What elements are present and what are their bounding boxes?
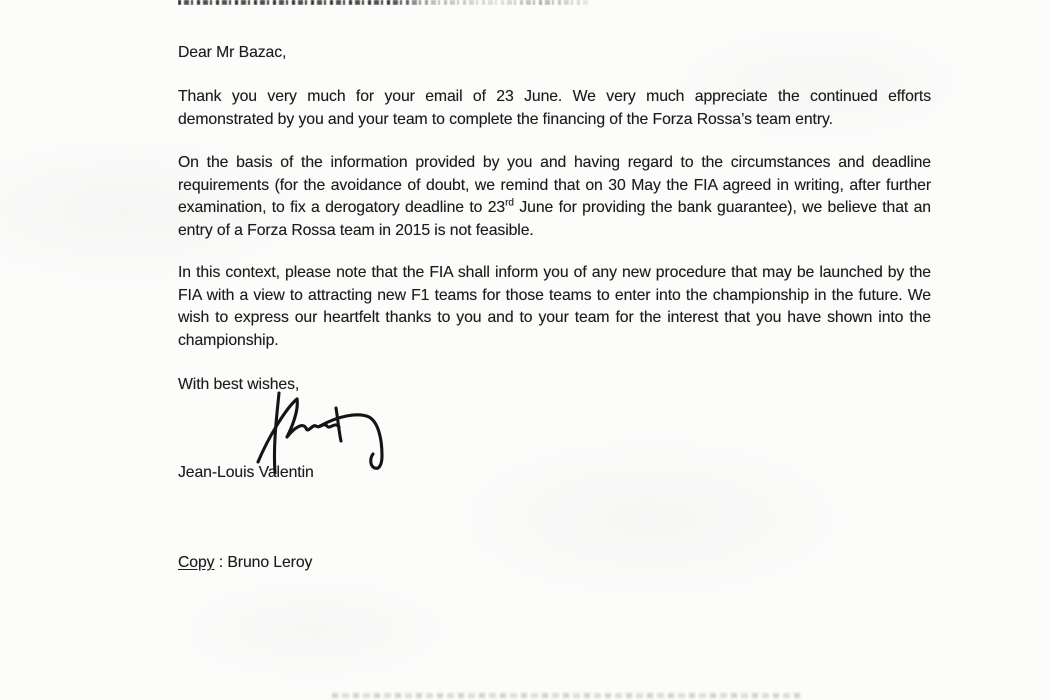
- ordinal-suffix: rd: [505, 197, 514, 209]
- copy-line: [178, 552, 931, 575]
- signatory-name: Jean-Louis Valentin: [178, 464, 314, 481]
- copy-label: Copy: [178, 554, 215, 571]
- paragraph-2-text: On the basis of the information provided by you and having regard to the circumstances and deadline requirements (for the avoidance of doubt, we remind that on 30 May the FIA agreed in writing, after further examination, to fix a derogatory deadline to 23: [178, 154, 931, 216]
- paragraph-3: In this context, please note that the FIA shall inform you of any new procedure that may be launched by the FIA with a view to attracting new F1 teams for those teams to enter into the championship in the future. We wish to express our heartfelt thanks to you and to your team for the interest that you have shown into the championship.: [178, 264, 931, 349]
- paragraph-1: Thank you very much for your email of 23 June. We very much appreciate the continued efforts demonstrated by you and your team to complete the financing of the Forza Rossa’s team entry.: [178, 88, 931, 128]
- copy-recipient: : Bruno Leroy: [214, 554, 313, 571]
- closing-line: With best wishes,: [178, 376, 300, 393]
- letter-body: [178, 0, 931, 700]
- clipped-text-line-bottom: [332, 693, 802, 698]
- salutation: Dear Mr Bazac,: [178, 44, 287, 61]
- paragraph-2-text-cont: June for providing the bank guarantee), we believe that an entry of a Forza Rossa team in 2015 is not feasible.: [178, 199, 931, 239]
- paragraph-2: [178, 152, 931, 242]
